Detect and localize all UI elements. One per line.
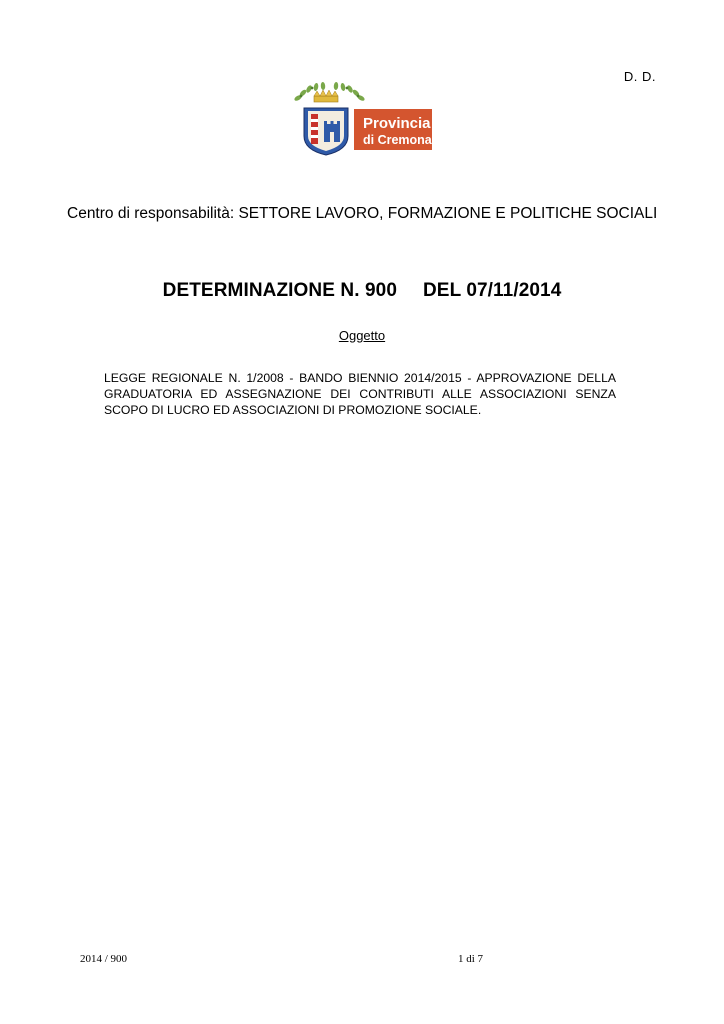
footer-reference: 2014 / 900 xyxy=(80,953,128,965)
determination-title xyxy=(0,280,724,302)
determination-number: DETERMINAZIONE N. 900 xyxy=(162,280,397,301)
logo-name: Provincia xyxy=(363,115,431,132)
subject-text: LEGGE REGIONALE N. 1/2008 - BANDO BIENNIO 2014/2015 - APPROVAZIONE DELLA GRADUATORIA ED ASSEGNAZIONE DEI CONTRIBUTI ALLE ASSOCIAZIONI SENZA SCOPO DI LUCRO ED ASSOCIAZIONI DI PROMOZIONE SOCIALE. xyxy=(104,371,616,417)
responsibility-center: Centro di responsabilità: SETTORE LAVORO, FORMAZIONE E POLITICHE SOCIALI xyxy=(67,205,658,222)
determination-date: DEL 07/11/2014 xyxy=(422,280,562,301)
footer-page-number: 1 di 7 xyxy=(458,953,484,965)
document-code: D. D. xyxy=(623,69,656,84)
crest-emblem-icon xyxy=(292,80,432,156)
provincia-cremona-logo xyxy=(292,80,432,156)
subject-label: Oggetto xyxy=(338,328,386,343)
logo-subname: di Cremona xyxy=(363,133,432,147)
